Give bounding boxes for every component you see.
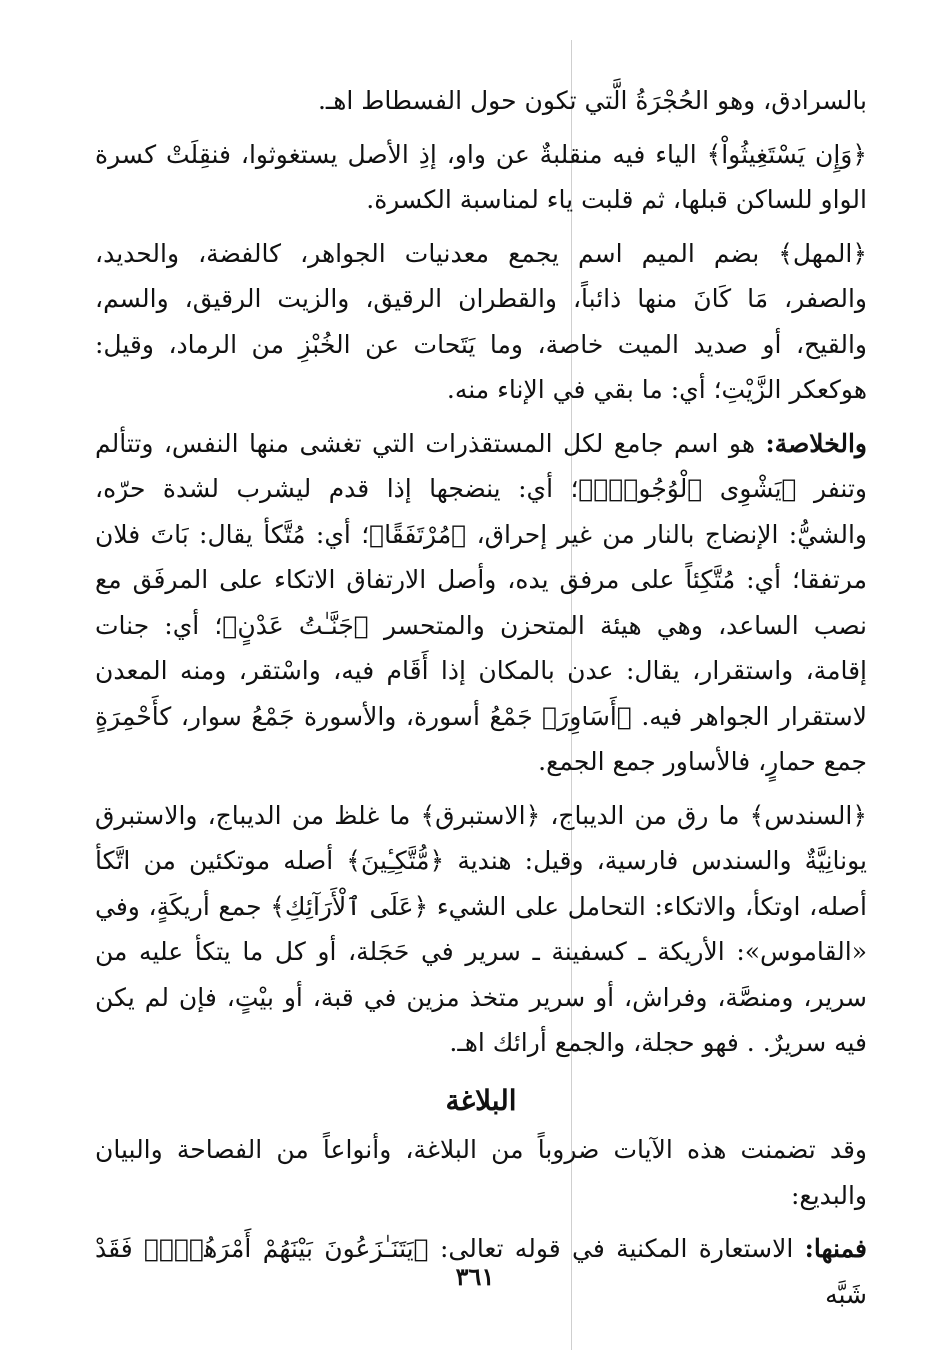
paragraph-3 (95, 231, 867, 413)
paragraph-6-text: وقد تضمنت هذه الآيات ضروباً من البلاغة، وأنواعاً من الفصاحة والبيان والبديع: (95, 1135, 867, 1210)
paragraph-4-lead: والخلاصة: (765, 428, 867, 458)
paragraph-3-text: ﴿المهل﴾ بضم الميم اسم يجمع معدنيات الجواهر، كالفضة، والحديد، والصفر، مَا كَانَ منها ذائباً، والقطران الرقيق، والزيت الرقيق، والسم، والقيح، أو صديد الميت خاصة، وما يَتَحات عن الخُبْزِ من الرماد، وقيل: هوكعكر الزَّيْتِ؛ أي: ما بقي في الإناء منه. (95, 238, 867, 404)
paragraph-7-text: الاستعارة المكنية في قوله تعالى: ﴿يَتَنَـٰزَعُونَ بَيْنَهُمْ أَمْرَهُمْۖ﴾ فَقَدْ شَبَّه (95, 1234, 867, 1309)
paragraph-1 (95, 78, 867, 124)
section-heading: البلاغة (445, 1083, 517, 1117)
paragraph-1-text: بالسرادق، وهو الحُجْرَةُ الَّتي تكون حول الفسطاط اهـ. (317, 86, 867, 115)
paragraph-4-text: هو اسم جامع لكل المستقذرات التي تغشى منها النفس، وتتألم وتنفر ﴿يَشْوِى ٱلْوُجُوهَۚ﴾؛ أي: ينضجها إذا قدم ليشرب لشدة حرّه، والشيُّ: الإنضاج بالنار من غير إحراق، ﴿مُرْتَفَقًا﴾؛ أي: مُتَّكأ يقال: بَاتَ فلان مرتفقا؛ أي: مُتَّكِئاً على مرفق يده، وأصل الارتفاق الاتكاء على المرفَق مع نصب الساعد، وهي هيئة المتحزن والمتحسر ﴿جَنَّـٰتُ عَدْنٍ﴾؛ أي: جنات إقامة، واستقرار، يقال: عدن بالمكان إذا أَقَام فيه، واسْتقر، ومنه المعدن لاستقرار الجواهر فيه. ﴿أَسَاوِرَ﴾ جَمْعُ أسورة، والأسورة جَمْعُ سوار، كأَحْمِرَةٍ جمع حمارٍ، فالأساور جمع الجمع. (95, 428, 867, 776)
page-number: ٣٦١ (455, 1262, 495, 1291)
page-body (95, 78, 867, 1325)
paragraph-5 (95, 793, 867, 1066)
paragraph-5-text: ﴿السندس﴾ ما رق من الديباج، ﴿الاستبرق﴾ ما غلظ من الديباج، والاستبرق يونانِيَّةٌ والسندس فارسية، وقيل: هندية ﴿مُّتَّكِـِٔينَ﴾ أصله موتكئين من اتَّكأ أصله، اوتكأ، والاتكاء: التحامل على الشيء ﴿عَلَى ٱلْأَرَآئِكِ﴾ جمع أريكَةٍ، وفي «القاموس»: الأريكة ـ كسفينة ـ سرير في حَجَلة، أو كل ما يتكأ عليه من سرير، ومنصَّة، وفراش، أو سرير متخذ مزين في قبة، أو بيْتٍ، فإن لم يكن فيه سريرٌ. . فهو حجلة، والجمع أرائك اهـ. (95, 800, 867, 1057)
paragraph-6 (95, 1127, 867, 1218)
paragraph-2 (95, 132, 867, 223)
paragraph-2-text: ﴿وَإِن يَسْتَغِيثُواْ﴾ الياء فيه منقلبةٌ عن واو، إذِ الأصل يستغوثوا، فنقِلَتْ كسرة الواو للساكن قبلها، ثم قلبت ياء لمناسبة الكسرة. (95, 139, 867, 214)
paragraph-4 (95, 421, 867, 785)
paragraph-7-lead: فمنها: (804, 1234, 867, 1263)
